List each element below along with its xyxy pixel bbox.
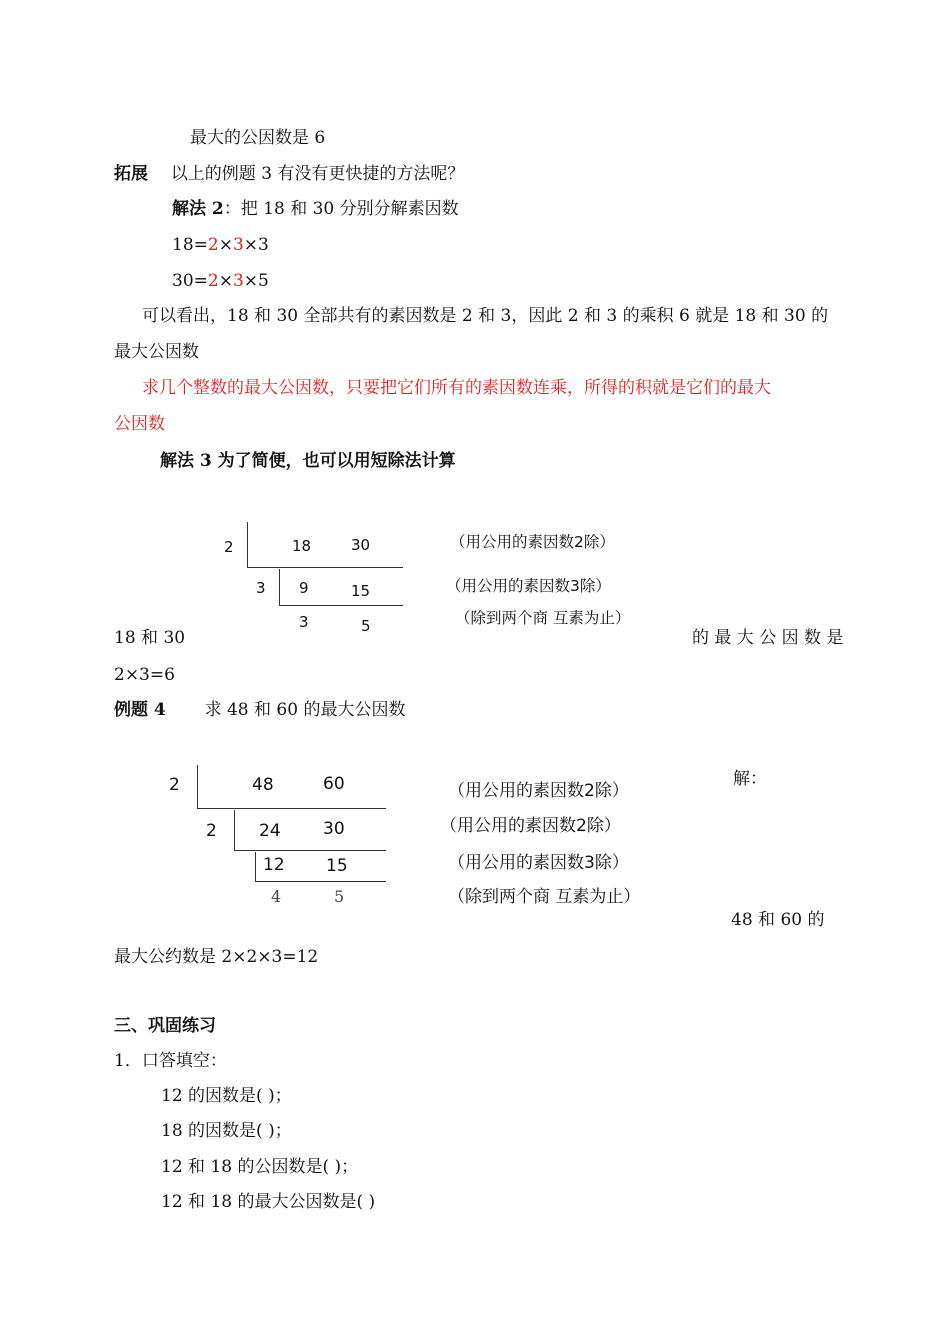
extend-line <box>114 163 464 185</box>
quotient-12: 12 <box>263 855 285 875</box>
division-bracket-h1 <box>247 567 403 568</box>
quotient-15: 15 <box>351 582 371 600</box>
factor18-times: × <box>218 235 233 255</box>
final-quotient-4: 4 <box>271 887 282 906</box>
question1-item: 12 的因数是( )； <box>161 1086 292 1106</box>
division-bracket-v1 <box>247 522 248 567</box>
method2-line <box>172 198 459 220</box>
quotient-24: 24 <box>259 821 281 841</box>
division-bracket-h2 <box>279 605 403 606</box>
division2-bracket-v3 <box>255 852 256 881</box>
final-quotient-5b: 5 <box>334 887 345 906</box>
question1-item: 18 的因数是( )； <box>161 1121 292 1141</box>
factor30-times: × <box>218 271 233 291</box>
note2-coprime-stop: （除到两个商 互素为止） <box>448 887 641 907</box>
method2-label: 解法 2 <box>172 199 224 219</box>
result1-left: 18 和 30 <box>114 628 186 648</box>
explanation-line2: 最大公因数 <box>114 342 199 362</box>
extend-label: 拓展 <box>114 164 148 184</box>
final-quotient-5: 5 <box>361 617 371 635</box>
rule-line1: 求几个整数的最大公因数，只要把它们所有的素因数连乘，所得的积就是它们的最大 <box>142 378 771 398</box>
factorization-18 <box>172 234 269 256</box>
quotient-30: 30 <box>323 819 345 839</box>
dividend-48: 48 <box>252 775 274 795</box>
line-max-gcd-6: 最大的公因数是 6 <box>190 128 326 148</box>
dividend-60: 60 <box>323 774 345 794</box>
factor30-rest: ×5 <box>243 271 269 291</box>
example4-line <box>114 699 405 721</box>
extend-text: 以上的例题 3 有没有更快捷的方法呢？ <box>170 164 465 184</box>
quotient-9: 9 <box>299 579 309 597</box>
explanation-line1: 可以看出，18 和 30 全部共有的素因数是 2 和 3，因此 2 和 3 的乘积 6 就是 18 和 30 的 <box>142 306 829 326</box>
factor30-b: 3 <box>232 271 244 291</box>
division2-bracket-h1 <box>197 808 386 809</box>
factor18-b: 3 <box>232 235 244 255</box>
factor18-lhs: 18= <box>172 235 208 255</box>
factorization-30 <box>172 270 269 292</box>
section3-heading: 三、巩固练习 <box>114 1016 216 1036</box>
note2-divide-by-3: （用公用的素因数3除） <box>448 853 629 873</box>
dividend-30: 30 <box>351 536 371 554</box>
divisor-1: 2 <box>224 538 234 556</box>
question1-title: 1．口答填空： <box>114 1051 227 1071</box>
division2-bracket-v1 <box>197 765 198 808</box>
method2-text: ：把 18 和 30 分别分解素因数 <box>223 199 459 219</box>
factor18-a: 2 <box>207 235 219 255</box>
divisor-2: 3 <box>256 579 266 597</box>
question1-item: 12 和 18 的公因数是( )； <box>161 1157 359 1177</box>
note-coprime-stop: （除到两个商 互素为止） <box>455 609 631 627</box>
dividend-18: 18 <box>292 537 312 555</box>
note-divide-by-3: （用公用的素因数3除） <box>446 577 611 595</box>
method3-heading: 解法 3 为了简便，也可以用短除法计算 <box>160 451 456 471</box>
example4-text: 求 48 和 60 的最大公因数 <box>204 700 406 720</box>
result1-right: 的 最 大 公 因 数 是 <box>692 628 844 648</box>
rule-line2: 公因数 <box>114 414 165 434</box>
divisor-2a: 2 <box>169 775 180 795</box>
division-bracket-v2 <box>279 569 280 605</box>
example4-label: 例题 4 <box>114 700 166 720</box>
note2-divide-by-2a: （用公用的素因数2除） <box>448 781 629 801</box>
note-divide-by-2: （用公用的素因数2除） <box>450 533 615 551</box>
division2-bracket-h3 <box>255 881 386 882</box>
final-quotient-3: 3 <box>299 613 309 631</box>
factor18-rest: ×3 <box>243 235 269 255</box>
question1-item: 12 和 18 的最大公因数是( ) <box>161 1192 376 1212</box>
division2-bracket-h2 <box>234 850 386 851</box>
note2-divide-by-2b: （用公用的素因数2除） <box>440 816 621 836</box>
quotient-15b: 15 <box>326 856 348 876</box>
solution-label: 解： <box>733 769 767 789</box>
result1-calc: 2×3=6 <box>114 665 175 685</box>
factor30-lhs: 30= <box>172 271 208 291</box>
result2-right: 48 和 60 的 <box>731 910 825 930</box>
division2-bracket-v2 <box>234 810 235 850</box>
factor30-a: 2 <box>207 271 219 291</box>
divisor-2b: 2 <box>206 821 217 841</box>
result2-line: 最大公约数是 2×2×3=12 <box>114 947 319 967</box>
